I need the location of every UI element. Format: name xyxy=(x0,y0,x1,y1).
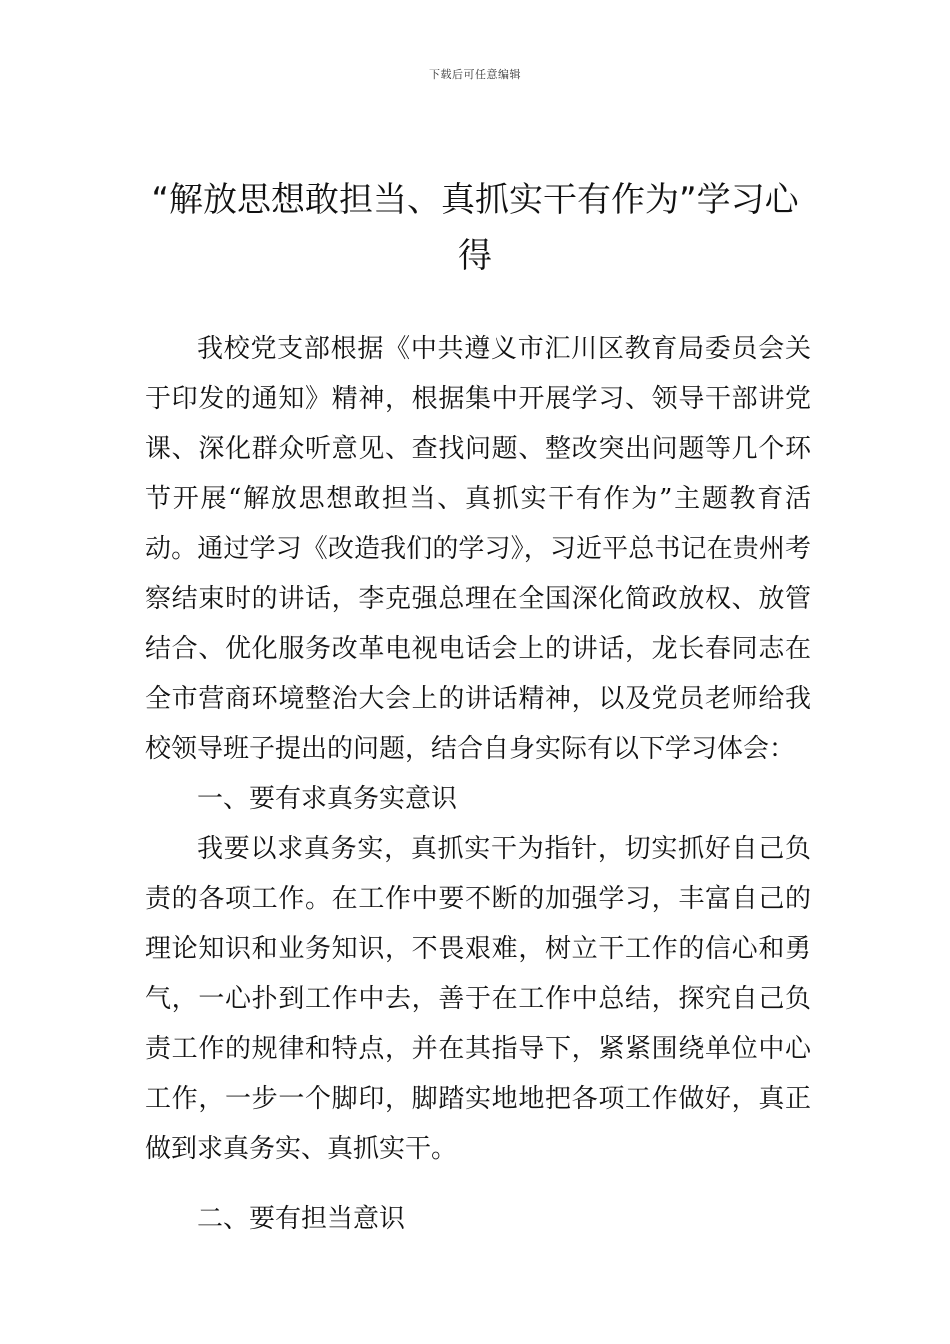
intro-paragraph: 我校党支部根据《中共遵义市汇川区教育局委员会关于印发的通知》精神，根据集中开展学习、领导干部讲党课、深化群众听意见、查找问题、整改突出问题等几个环节开展“解放思想敢担当、真抓实干有作为”主题教育活动。通过学习《改造我们的学习》，习近平总书记在贵州考察结束时的讲话，李克强总理在全国深化简政放权、放管结合、优化服务改革电视电话会上的讲话，龙长春同志在全市营商环境整治大会上的讲话精神，以及党员老师给我校领导班子提出的问题，结合自身实际有以下学习体会： xyxy=(145,334,811,764)
document-body xyxy=(145,324,811,1244)
section-heading-2: 二、要有担当意识 xyxy=(197,1204,406,1234)
section-heading-1: 一、要有求真务实意识 xyxy=(197,784,458,814)
section-1-paragraph: 我要以求真务实，真抓实干为指针，切实抓好自己负责的各项工作。在工作中要不断的加强学习，丰富自己的理论知识和业务知识，不畏艰难，树立干工作的信心和勇气，一心扑到工作中去，善于在工作中总结，探究自己负责工作的规律和特点，并在其指导下，紧紧围绕单位中心工作，一步一个脚印，脚踏实地地把各项工作做好，真正做到求真务实、真抓实干。 xyxy=(145,834,811,1164)
document-title: “解放思想敢担当、真抓实干有作为”学习心得 xyxy=(151,180,799,276)
header-note: 下载后可任意编辑 xyxy=(429,68,521,81)
